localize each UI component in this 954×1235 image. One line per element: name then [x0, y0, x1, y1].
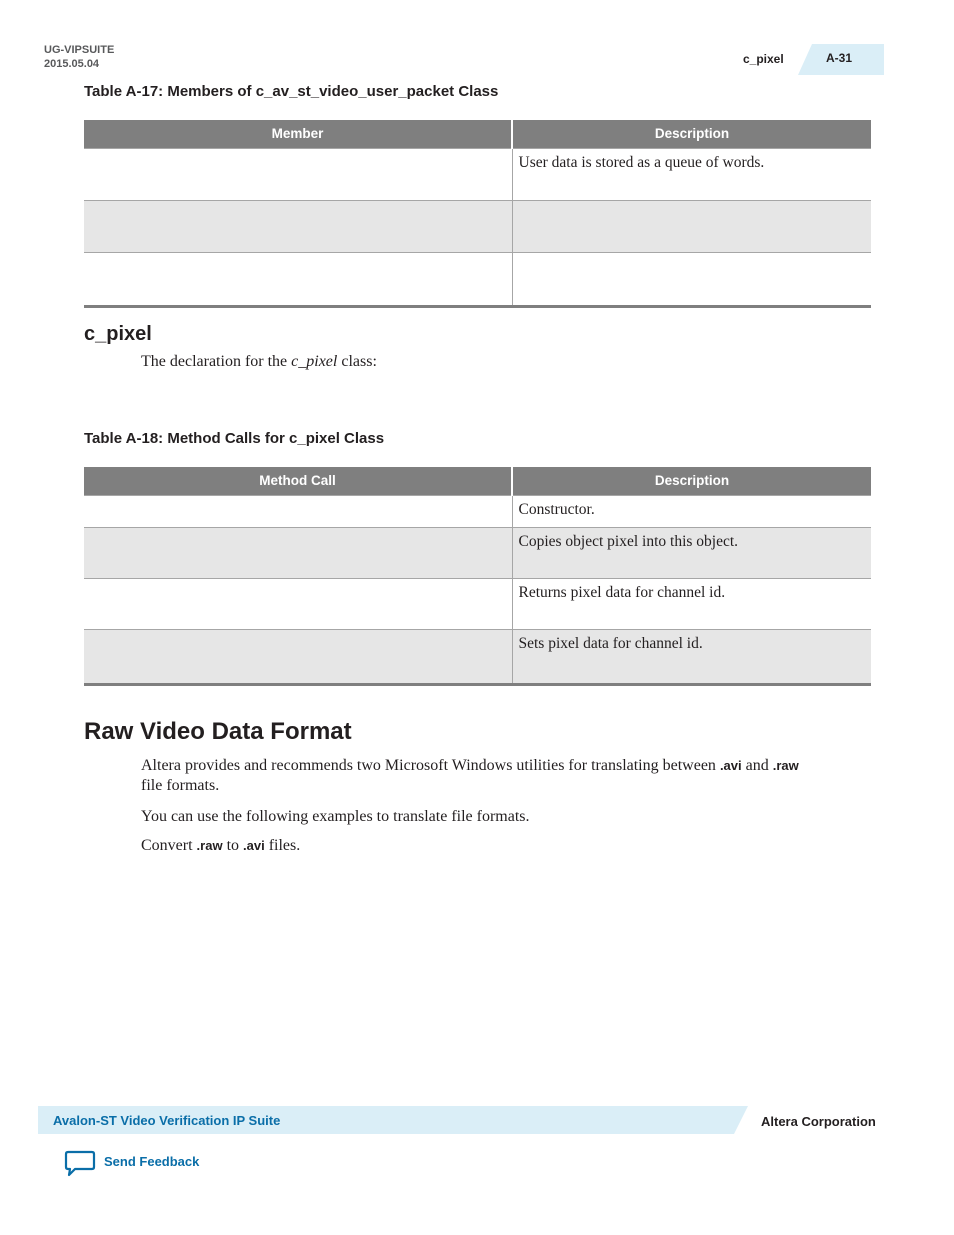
method-cell: [84, 527, 512, 578]
speech-bubble-icon[interactable]: [64, 1150, 96, 1178]
table-a17-caption: Table A-17: Members of c_av_st_video_user_packet Class: [84, 83, 499, 100]
table-a18-caption: Table A-18: Method Calls for c_pixel Class: [84, 430, 385, 447]
header-page-number: A-31: [826, 51, 853, 65]
c-pixel-intro: [141, 352, 861, 372]
intro-text: The declaration for the: [141, 353, 292, 370]
section-heading-raw-video: Raw Video Data Format: [84, 718, 352, 745]
send-feedback-link[interactable]: Send Feedback: [104, 1154, 200, 1169]
p3-ext-raw: .raw: [196, 838, 223, 853]
description-cell: Returns pixel data for channel id.: [512, 578, 871, 629]
p3-text: Convert: [141, 837, 197, 854]
raw-video-paragraph-3: [141, 836, 861, 856]
table-a17: [84, 120, 871, 308]
table-row: [84, 252, 871, 306]
table-header-row: [84, 467, 871, 495]
table-row: [84, 527, 871, 578]
footer-document-title[interactable]: Avalon-ST Video Verification IP Suite: [53, 1113, 281, 1128]
column-header-member: Member: [84, 120, 512, 148]
p3-text-mid: to: [222, 837, 244, 854]
footer-company: Altera Corporation: [761, 1114, 876, 1129]
doc-date: 2015.05.04: [44, 58, 100, 70]
column-header-method-call: Method Call: [84, 467, 512, 495]
method-cell: [84, 629, 512, 684]
description-cell: [512, 200, 871, 252]
table-row: [84, 629, 871, 684]
doc-code: UG-VIPSUITE: [44, 44, 115, 56]
description-cell: User data is stored as a queue of words.: [512, 148, 871, 200]
section-heading-c-pixel: c_pixel: [84, 323, 152, 345]
intro-class-name: c_pixel: [291, 353, 338, 370]
table-row: [84, 200, 871, 252]
p1-text-mid: and: [741, 757, 773, 774]
table-header-row: [84, 120, 871, 148]
doc-id: [44, 43, 114, 71]
p3-ext-avi: .avi: [243, 838, 265, 853]
table-row: [84, 578, 871, 629]
description-cell: [512, 252, 871, 306]
member-cell: [84, 252, 512, 306]
p1-text: Altera provides and recommends two Microsoft Windows utilities for translating between: [141, 757, 720, 774]
raw-video-paragraph-2: You can use the following examples to translate file formats.: [141, 808, 530, 825]
description-cell: Copies object pixel into this object.: [512, 527, 871, 578]
method-cell: [84, 495, 512, 527]
table-row: [84, 495, 871, 527]
table-a18: [84, 467, 871, 686]
p1-ext-raw: .raw: [772, 758, 799, 773]
member-cell: [84, 200, 512, 252]
p3-text-end: files.: [264, 837, 301, 854]
table-row: [84, 148, 871, 200]
raw-video-paragraph-1: [141, 756, 861, 796]
method-cell: [84, 578, 512, 629]
column-header-description: Description: [512, 467, 871, 495]
p1-text-end: file formats.: [141, 777, 220, 794]
description-cell: Constructor.: [512, 495, 871, 527]
header-section-name: c_pixel: [743, 52, 784, 66]
member-cell: [84, 148, 512, 200]
intro-text-end: class:: [337, 353, 377, 370]
column-header-description: Description: [512, 120, 871, 148]
description-cell: Sets pixel data for channel id.: [512, 629, 871, 684]
p1-ext-avi: .avi: [719, 758, 742, 773]
